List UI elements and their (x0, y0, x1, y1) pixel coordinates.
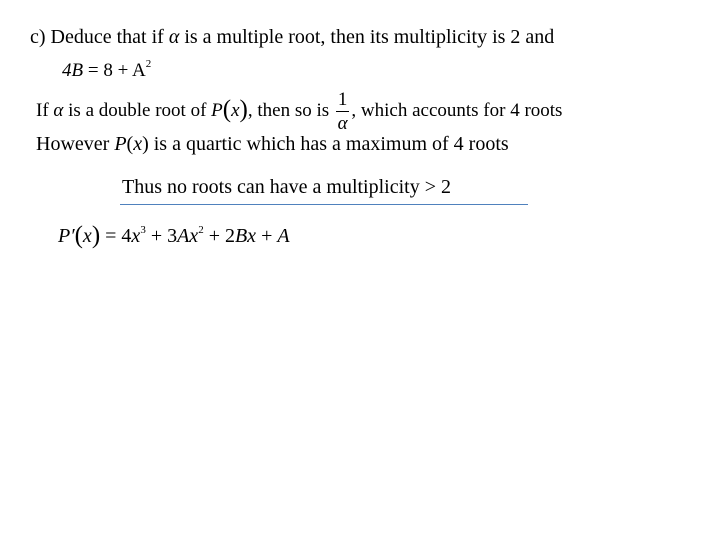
conclusion-underline (120, 204, 528, 205)
line-quartic (36, 133, 509, 156)
deriv-eq: = 4 (100, 225, 132, 247)
right-paren: ) (239, 95, 248, 123)
deriv-Bx: Bx (234, 225, 257, 247)
var-x: x (133, 133, 143, 155)
fraction-denominator: α (337, 113, 348, 134)
alpha-symbol: α (53, 99, 64, 121)
fraction-numerator: 1 (337, 89, 348, 110)
left-paren: ( (74, 222, 83, 249)
line3-text3: , which accounts for 4 roots (351, 99, 563, 121)
line1-prefix: c) Deduce that if (30, 26, 169, 48)
poly-P: P (211, 99, 223, 121)
poly-P: P (114, 133, 127, 155)
deriv-plus: + (256, 225, 278, 247)
equation-4b (62, 60, 151, 82)
deriv-exp3: 3 (140, 224, 146, 236)
line4-t1: However (36, 133, 115, 155)
line-conclusion (122, 176, 451, 199)
fraction-one-over-alpha (336, 90, 350, 133)
line3-text1: is a double root of (63, 99, 212, 121)
line-deduce-statement (30, 26, 554, 49)
conclusion-text: Thus no roots can have a multiplicity > 2 (122, 176, 451, 198)
alpha-symbol: α (168, 26, 180, 48)
var-x: x (82, 225, 92, 247)
deriv-plus3: + 3 (145, 225, 178, 247)
line3-if: If (36, 99, 54, 121)
deriv-x: x (131, 225, 141, 247)
right-paren: ) (91, 222, 101, 249)
line3-text2: , then so is (247, 99, 334, 121)
line4-t2: ( (126, 133, 134, 155)
deriv-A: A (277, 225, 290, 247)
line4-t3: ) is a quartic which has a maximum of 4 roots (142, 133, 509, 155)
poly-P-prime: P′ (58, 225, 75, 247)
deriv-exp2: 2 (198, 224, 204, 236)
eq-exponent: 2 (145, 58, 152, 70)
line1-suffix: is a multiple root, then its multiplicity is 2 and (179, 26, 555, 48)
eq-lhs: 4B (62, 60, 84, 81)
line-double-root (36, 90, 562, 133)
var-x: x (231, 99, 240, 121)
deriv-plus2: + 2 (203, 225, 235, 247)
equation-derivative (58, 222, 290, 250)
left-paren: ( (222, 95, 232, 123)
eq-rhs: = 8 + A (83, 60, 146, 81)
deriv-Ax: Ax (177, 225, 199, 247)
